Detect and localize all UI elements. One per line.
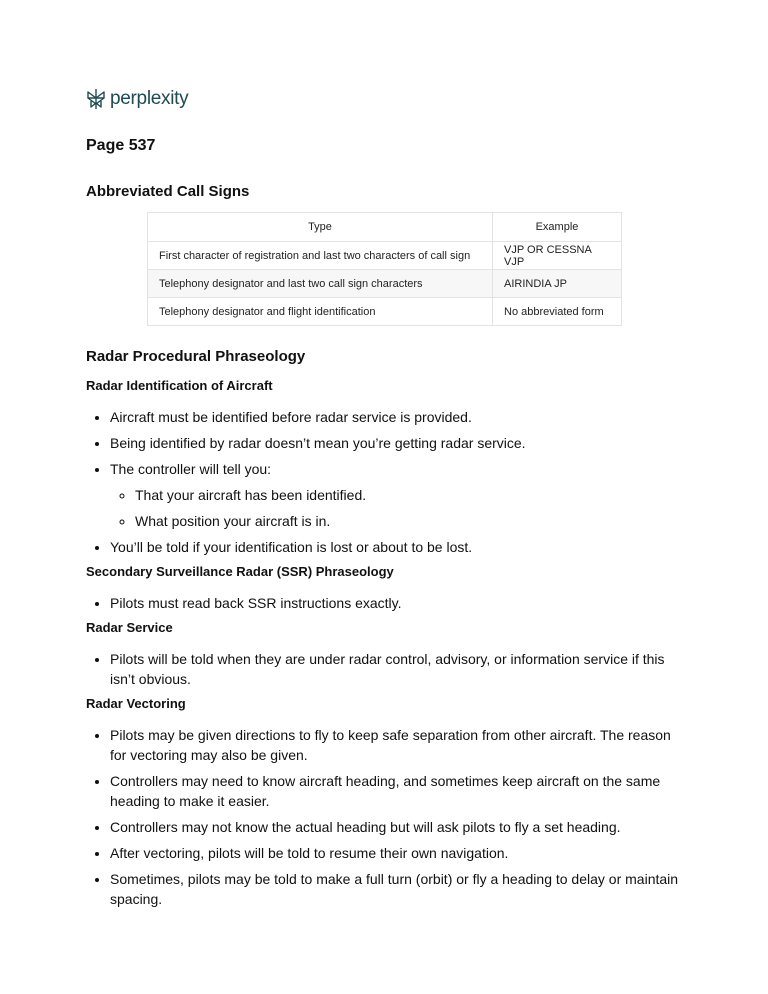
table-row	[148, 242, 622, 270]
ssr-list	[86, 593, 686, 613]
table-cell-type: Telephony designator and flight identification	[148, 298, 493, 326]
subsection-heading-identification: Radar Identification of Aircraft	[86, 378, 273, 393]
vectoring-list	[86, 725, 686, 909]
table-header-row	[148, 213, 622, 242]
section-radar-procedural-phraseology	[86, 347, 686, 909]
page-title: Page 537	[86, 137, 156, 154]
perplexity-logo	[86, 88, 188, 110]
section-heading: Abbreviated Call Signs	[86, 183, 250, 200]
column-header-type: Type	[148, 213, 493, 242]
list-item: • After vectoring, pilots will be told to resume their own navigation.	[110, 843, 686, 863]
logo-wordmark: perplexity	[110, 88, 189, 109]
document-content	[86, 136, 686, 909]
list-item: • You’ll be told if your identification is lost or about to be lost.	[110, 537, 686, 557]
list-item	[110, 459, 686, 531]
subsection-heading-service: Radar Service	[86, 620, 173, 635]
table-row	[148, 298, 622, 326]
list-item: • Controllers may need to know aircraft heading, and sometimes keep aircraft on the same heading to make it easier.	[110, 771, 686, 811]
section-abbreviated-call-signs	[86, 182, 686, 326]
table-cell-example: AIRINDIA JP	[493, 270, 622, 298]
call-signs-table	[147, 212, 622, 326]
table-cell-type: Telephony designator and last two call sign characters	[148, 270, 493, 298]
section-heading: Radar Procedural Phraseology	[86, 348, 306, 365]
list-item: • Pilots may be given directions to fly to keep safe separation from other aircraft. The reason for vectoring may also be given.	[110, 725, 686, 765]
column-header-example: Example	[493, 213, 622, 242]
table-row	[148, 270, 622, 298]
list-item: • Sometimes, pilots may be told to make a full turn (orbit) or fly a heading to delay or maintain spacing.	[110, 869, 686, 909]
nested-list-item: ◦ What position your aircraft is in.	[135, 511, 686, 531]
table-cell-example: No abbreviated form	[493, 298, 622, 326]
table-cell-type: First character of registration and last two characters of call sign	[148, 242, 493, 270]
perplexity-logo-icon	[86, 88, 106, 110]
service-list	[86, 649, 686, 689]
list-item: • Pilots will be told when they are under radar control, advisory, or information service if this isn’t obvious.	[110, 649, 686, 689]
list-item-text: The controller will tell you:	[110, 461, 272, 477]
subsection-heading-vectoring: Radar Vectoring	[86, 696, 186, 711]
nested-list-item: ◦ That your aircraft has been identified.	[135, 485, 686, 505]
list-item: • Controllers may not know the actual heading but will ask pilots to fly a set heading.	[110, 817, 686, 837]
identification-list	[86, 407, 686, 557]
nested-list	[110, 485, 686, 531]
subsection-heading-ssr: Secondary Surveillance Radar (SSR) Phraseology	[86, 564, 394, 579]
list-item: • Aircraft must be identified before radar service is provided.	[110, 407, 686, 427]
list-item: • Pilots must read back SSR instructions exactly.	[110, 593, 686, 613]
table-cell-example: VJP OR CESSNA VJP	[493, 242, 622, 270]
list-item: • Being identified by radar doesn’t mean you’re getting radar service.	[110, 433, 686, 453]
